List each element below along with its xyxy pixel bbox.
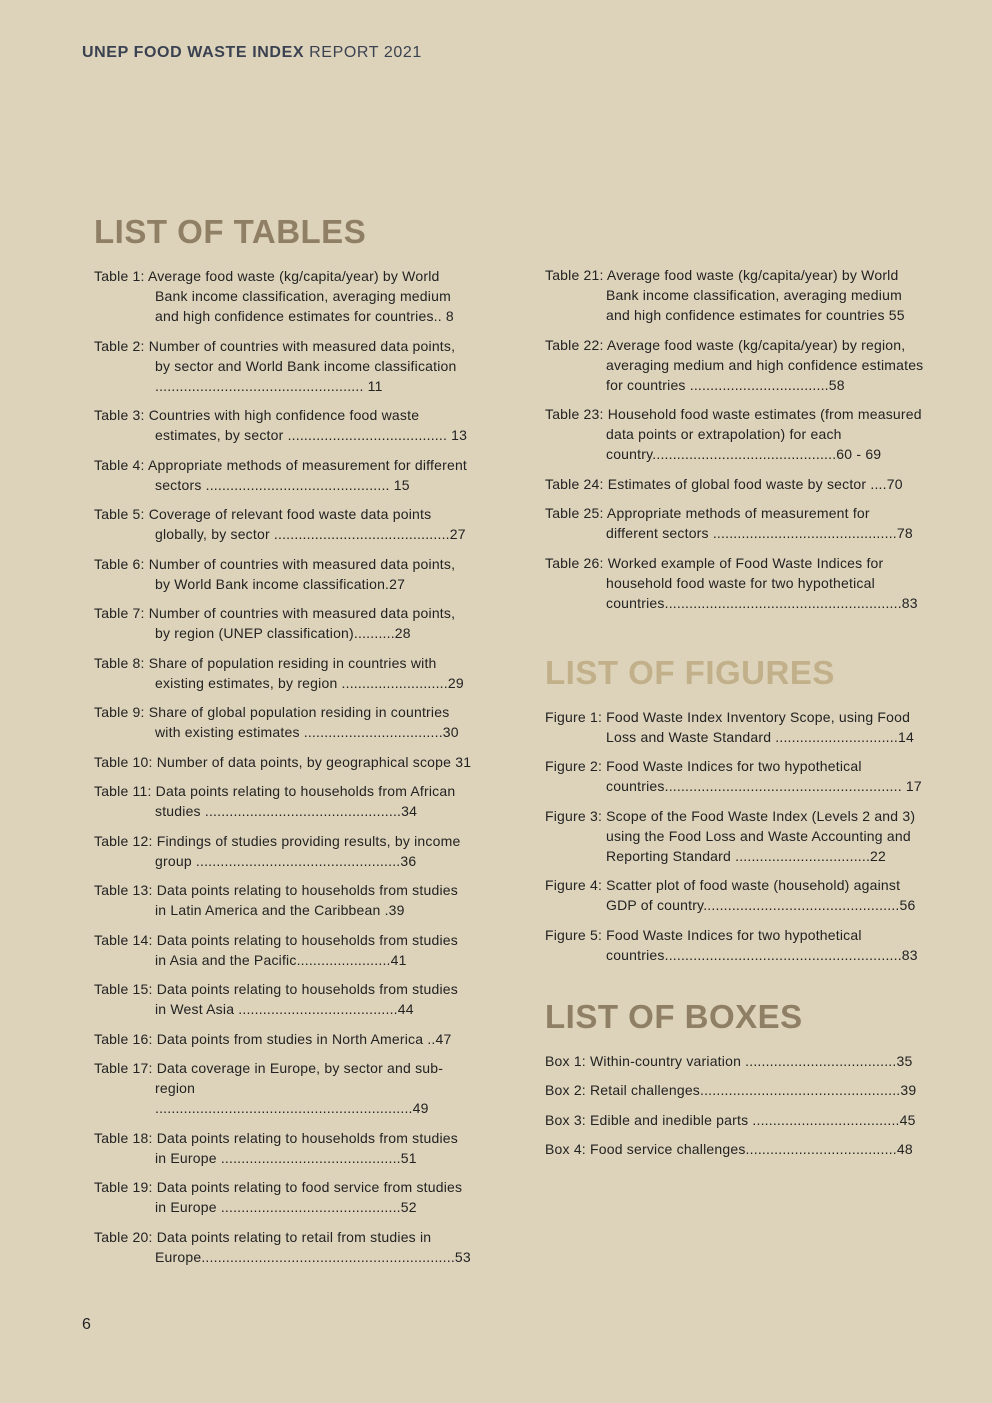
tables-list-right: [545, 265, 924, 613]
toc-entry[interactable]: Table 25: Appropriate methods of measurement for different sectors .............................................78: [545, 505, 913, 541]
toc-entry[interactable]: Table 12: Findings of studies providing results, by income group ..................................................36: [94, 832, 461, 869]
toc-entry[interactable]: Table 7: Number of countries with measured data points, by region (UNEP classification)..........28: [94, 605, 456, 641]
toc-entry[interactable]: Table 14: Data points relating to households from studies in Asia and the Pacific.......................41: [94, 931, 458, 968]
toc-entry[interactable]: Table 1: Average food waste (kg/capita/year) by World Bank income classification, averaging medium and high confidence estimates for countries.. 8: [94, 268, 454, 324]
toc-entry[interactable]: Table 4: Appropriate methods of measurement for different sectors ............................................. 15: [94, 456, 468, 493]
toc-entry[interactable]: Box 4: Food service challenges.....................................48: [545, 1141, 913, 1157]
figures-heading: LIST OF FIGURES: [545, 653, 835, 691]
boxes-list: [545, 1051, 924, 1160]
toc-entry[interactable]: Table 26: Worked example of Food Waste Indices for household food waste for two hypothetical countries..........................................................83: [545, 554, 918, 611]
toc-entry[interactable]: Table 22: Average food waste (kg/capita/year) by region, averaging medium and high confidence estimates for countries ..................................58: [545, 336, 924, 393]
report-title: UNEP FOOD WASTE INDEX: [82, 44, 305, 61]
page-number: 6: [82, 1316, 91, 1333]
tables-heading: LIST OF TABLES: [94, 213, 367, 250]
toc-entry[interactable]: Table 23: Household food waste estimates (from measured data points or extrapolation) for each country.............................................60 - 69: [545, 406, 922, 462]
toc-entry[interactable]: Table 20: Data points relating to retail from studies in Europe..............................................................53: [94, 1228, 471, 1265]
toc-entry[interactable]: Table 5: Coverage of relevant food waste data points globally, by sector ...........................................27: [94, 506, 466, 542]
toc-entry[interactable]: Figure 5: Food Waste Indices for two hypothetical countries..........................................................83: [545, 926, 918, 963]
toc-entry[interactable]: Table 15: Data points relating to households from studies in West Asia .......................................44: [94, 981, 458, 1017]
toc-entry[interactable]: Table 9: Share of global population residing in countries with existing estimates ..................................30: [94, 704, 459, 740]
toc-entry[interactable]: Table 24: Estimates of global food waste by sector ....70: [545, 475, 903, 492]
toc-entry[interactable]: Box 2: Retail challenges.................................................39: [545, 1082, 917, 1098]
toc-entry[interactable]: Table 19: Data points relating to food service from studies in Europe ............................................52: [94, 1179, 463, 1215]
toc-entry[interactable]: Table 13: Data points relating to households from studies in Latin America and the Caribbean .39: [94, 882, 458, 918]
toc-entry[interactable]: Table 16: Data points from studies in North America ..47: [94, 1030, 452, 1047]
toc-entry[interactable]: Table 3: Countries with high confidence food waste estimates, by sector ....................................... 13: [94, 407, 468, 443]
toc-entry[interactable]: Table 18: Data points relating to households from studies in Europe ............................................51: [94, 1129, 458, 1166]
left-column: [94, 212, 472, 1276]
toc-entry[interactable]: Table 6: Number of countries with measured data points, by World Bank income classification.27: [94, 555, 456, 592]
toc-entry[interactable]: Box 1: Within-country variation .....................................35: [545, 1052, 913, 1069]
toc-entry[interactable]: Table 11: Data points relating to households from African studies ................................................34: [94, 783, 456, 819]
report-header: [82, 44, 422, 62]
toc-entry[interactable]: Figure 1: Food Waste Index Inventory Scope, using Food Loss and Waste Standard ..............................14: [545, 708, 914, 745]
toc-entry[interactable]: Table 21: Average food waste (kg/capita/year) by World Bank income classification, averaging medium and high confidence estimates for countries 55: [545, 267, 905, 323]
right-column: [545, 265, 924, 1169]
toc-entry[interactable]: Table 2: Number of countries with measured data points, by sector and World Bank income classification ................................................... 11: [94, 337, 457, 394]
toc-entry[interactable]: Table 8: Share of population residing in countries with existing estimates, by region ..........................29: [94, 654, 464, 691]
report-subtitle: REPORT 2021: [309, 44, 422, 61]
figures-list: [545, 707, 924, 965]
toc-entry[interactable]: Table 10: Number of data points, by geographical scope 31: [94, 753, 472, 770]
toc-entry[interactable]: Table 17: Data coverage in Europe, by sector and sub-region ...............................................................49: [94, 1060, 444, 1116]
toc-entry[interactable]: Figure 2: Food Waste Indices for two hypothetical countries.......................................................... 17: [545, 758, 922, 794]
boxes-heading: LIST OF BOXES: [545, 997, 803, 1035]
toc-entry[interactable]: Figure 4: Scatter plot of food waste (household) against GDP of country................................................56: [545, 877, 916, 913]
tables-list-left: [94, 266, 472, 1267]
toc-entry[interactable]: Box 3: Edible and inedible parts ....................................45: [545, 1111, 916, 1128]
toc-entry[interactable]: Figure 3: Scope of the Food Waste Index (Levels 2 and 3) using the Food Loss and Waste Accounting and Reporting Standard .................................22: [545, 807, 916, 864]
